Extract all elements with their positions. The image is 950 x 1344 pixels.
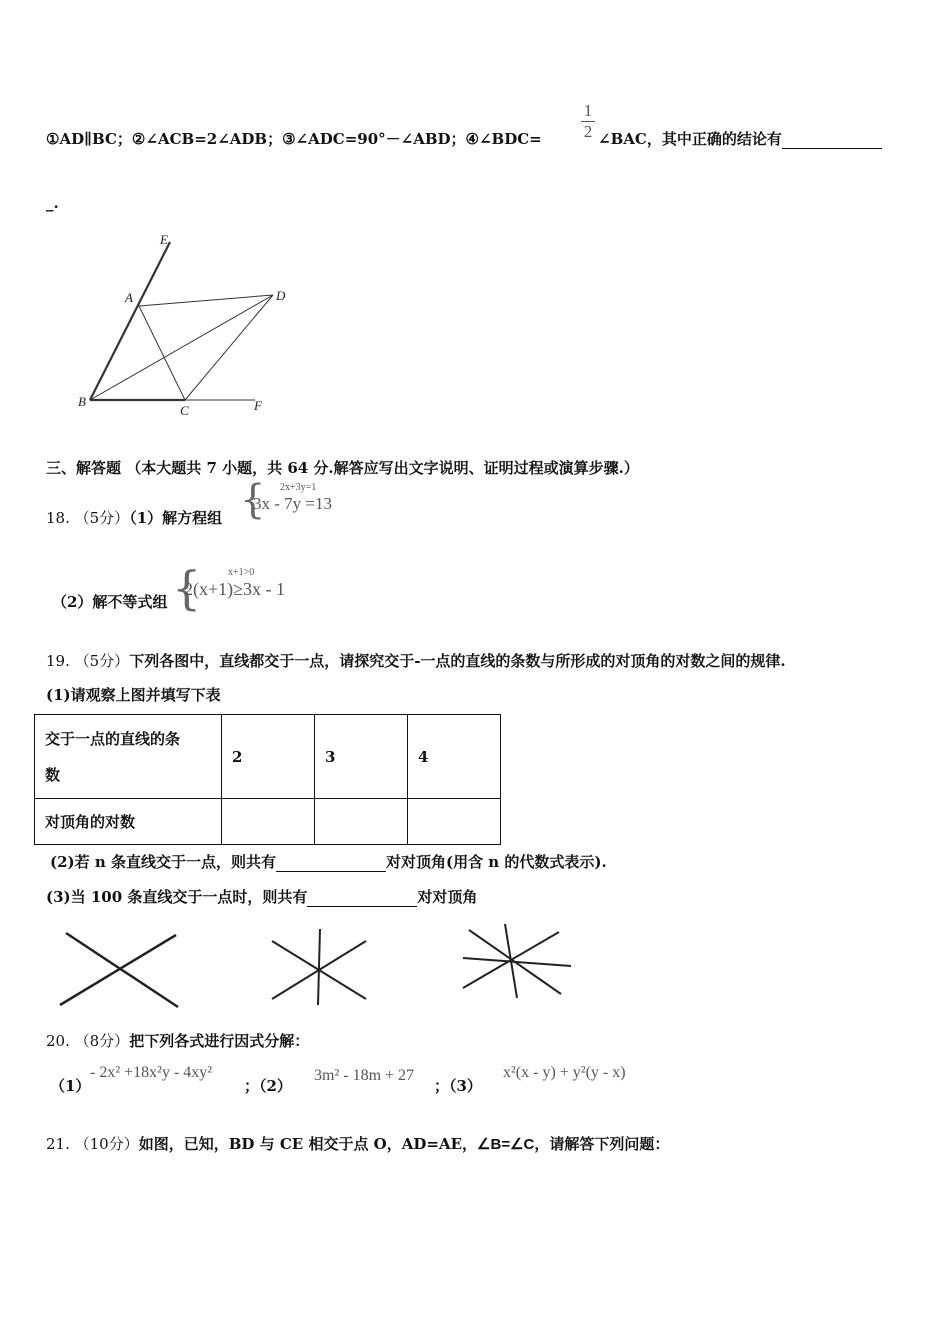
q20-expr-2: 3m² - 18m + 27 [314,1067,415,1084]
segment-cd [185,295,273,400]
q19-part2 [50,851,607,872]
q17-statement-tail [598,128,882,149]
q18-line1 [46,507,222,528]
q19-part2-a: (2)若 n 条直线交于一点，则共有 [50,853,276,871]
label-b: B [78,394,86,409]
q19-part1: (1)请观察上图并填写下表 [46,686,221,704]
q20-line1 [46,1030,309,1051]
table-answer-cell-3[interactable] [315,799,408,845]
q19-line1 [46,650,786,671]
q20-score: （8分） [74,1032,130,1050]
q20-expr-1: - 2x² +18x²y - 4xy² [90,1064,213,1081]
q19-part2-blank[interactable] [276,853,386,872]
q18-eq1: 2x+3y=1 [280,482,317,493]
q19-part3-b: 对对顶角 [417,888,478,906]
figure-line [318,929,320,1005]
table-cell-count-4: 4 [408,715,501,799]
table-header-lines-line2: 数 [45,765,61,784]
three-lines-figure [262,925,382,1010]
q17-fraction-numerator: 1 [583,101,593,120]
q19-part3-blank[interactable] [307,888,417,907]
q18-eq2: 3x - 7y =13 [253,494,332,513]
q21-statement-b: ∠B=∠C，请解答下列问题： [477,1136,670,1153]
q20-label-3: ；（3） [434,1077,482,1095]
q18-score: （5分） [74,509,130,527]
q18-brace-2: { [172,561,202,615]
figure-line [463,958,571,966]
label-d: D [276,288,286,303]
table-cell-count-2: 2 [222,715,315,799]
q19-statement: 下列各图中，直线都交于一点，请探究交于-一点的直线的条数与所形成的对顶角的对数之间的规律. [129,652,786,670]
q17-statement [46,128,542,149]
table-answer-cell-4[interactable] [408,799,501,845]
q17-statement-part2: ∠BAC，其中正确的结论有 [598,130,782,148]
q19-score: （5分） [74,652,130,670]
q18-ineq1: x+1>0 [228,567,255,578]
q17-answer-blank[interactable] [782,130,882,149]
table-row [35,715,501,799]
q17-tail: _. [46,194,59,212]
q20-statement: 把下列各式进行因式分解： [129,1032,310,1050]
four-lines-figure [455,920,580,1002]
q20-expr-3: x²(x - y) + y²(y - x) [503,1064,626,1081]
q21-statement-a: 如图，已知，BD 与 CE 相交于点 O，AD=AE， [138,1135,478,1153]
table-header-lines-line1: 交于一点的直线的条 [45,729,181,748]
section-heading: 三、解答题 （本大题共 7 小题，共 64 分.解答应写出文字说明、证明过程或演算步骤.） [46,459,639,477]
segment-ac [139,306,185,400]
table-header-lines [35,715,222,799]
table-header-pairs: 对顶角的对数 [35,799,222,845]
q17-statement-part1: ①AD∥BC；②∠ACB=2∠ADB；③∠ADC=90°－∠ABD；④∠BDC= [46,130,542,148]
segment-ad [139,295,273,306]
table-cell-count-3: 3 [315,715,408,799]
label-c: C [180,403,189,418]
two-lines-figure [50,925,190,1015]
ray-be [90,242,170,400]
q21-number: 21. [46,1135,70,1153]
q21-line1 [46,1133,669,1154]
label-e: E [160,232,168,247]
q20-number: 20. [46,1032,70,1050]
geometry-figure [70,228,310,423]
q18-part2-label: （2）解不等式组 [52,593,168,611]
q18-number: 18. [46,509,70,527]
q20-label-2: ；（2） [244,1077,292,1095]
q17-fraction-denominator: 2 [583,122,593,141]
q18-brace-1: { [240,477,266,523]
q20-label-1: （1） [50,1077,91,1095]
label-f: F [254,398,262,413]
q17-fraction [581,102,595,141]
table-row [35,799,501,845]
q18-part1-label: （1）解方程组 [129,509,223,527]
q19-part2-b: 对对顶角(用含 n 的代数式表示). [385,853,607,871]
table-answer-cell-2[interactable] [222,799,315,845]
q19-part3 [46,886,477,907]
q18-ineq2: 2(x+1)≥3x - 1 [184,579,286,599]
q19-number: 19. [46,652,70,670]
q19-part3-a: (3)当 100 条直线交于一点时，则共有 [46,888,308,906]
label-a: A [125,290,133,305]
q21-score: （10分） [74,1135,139,1153]
q19-table [34,714,501,845]
